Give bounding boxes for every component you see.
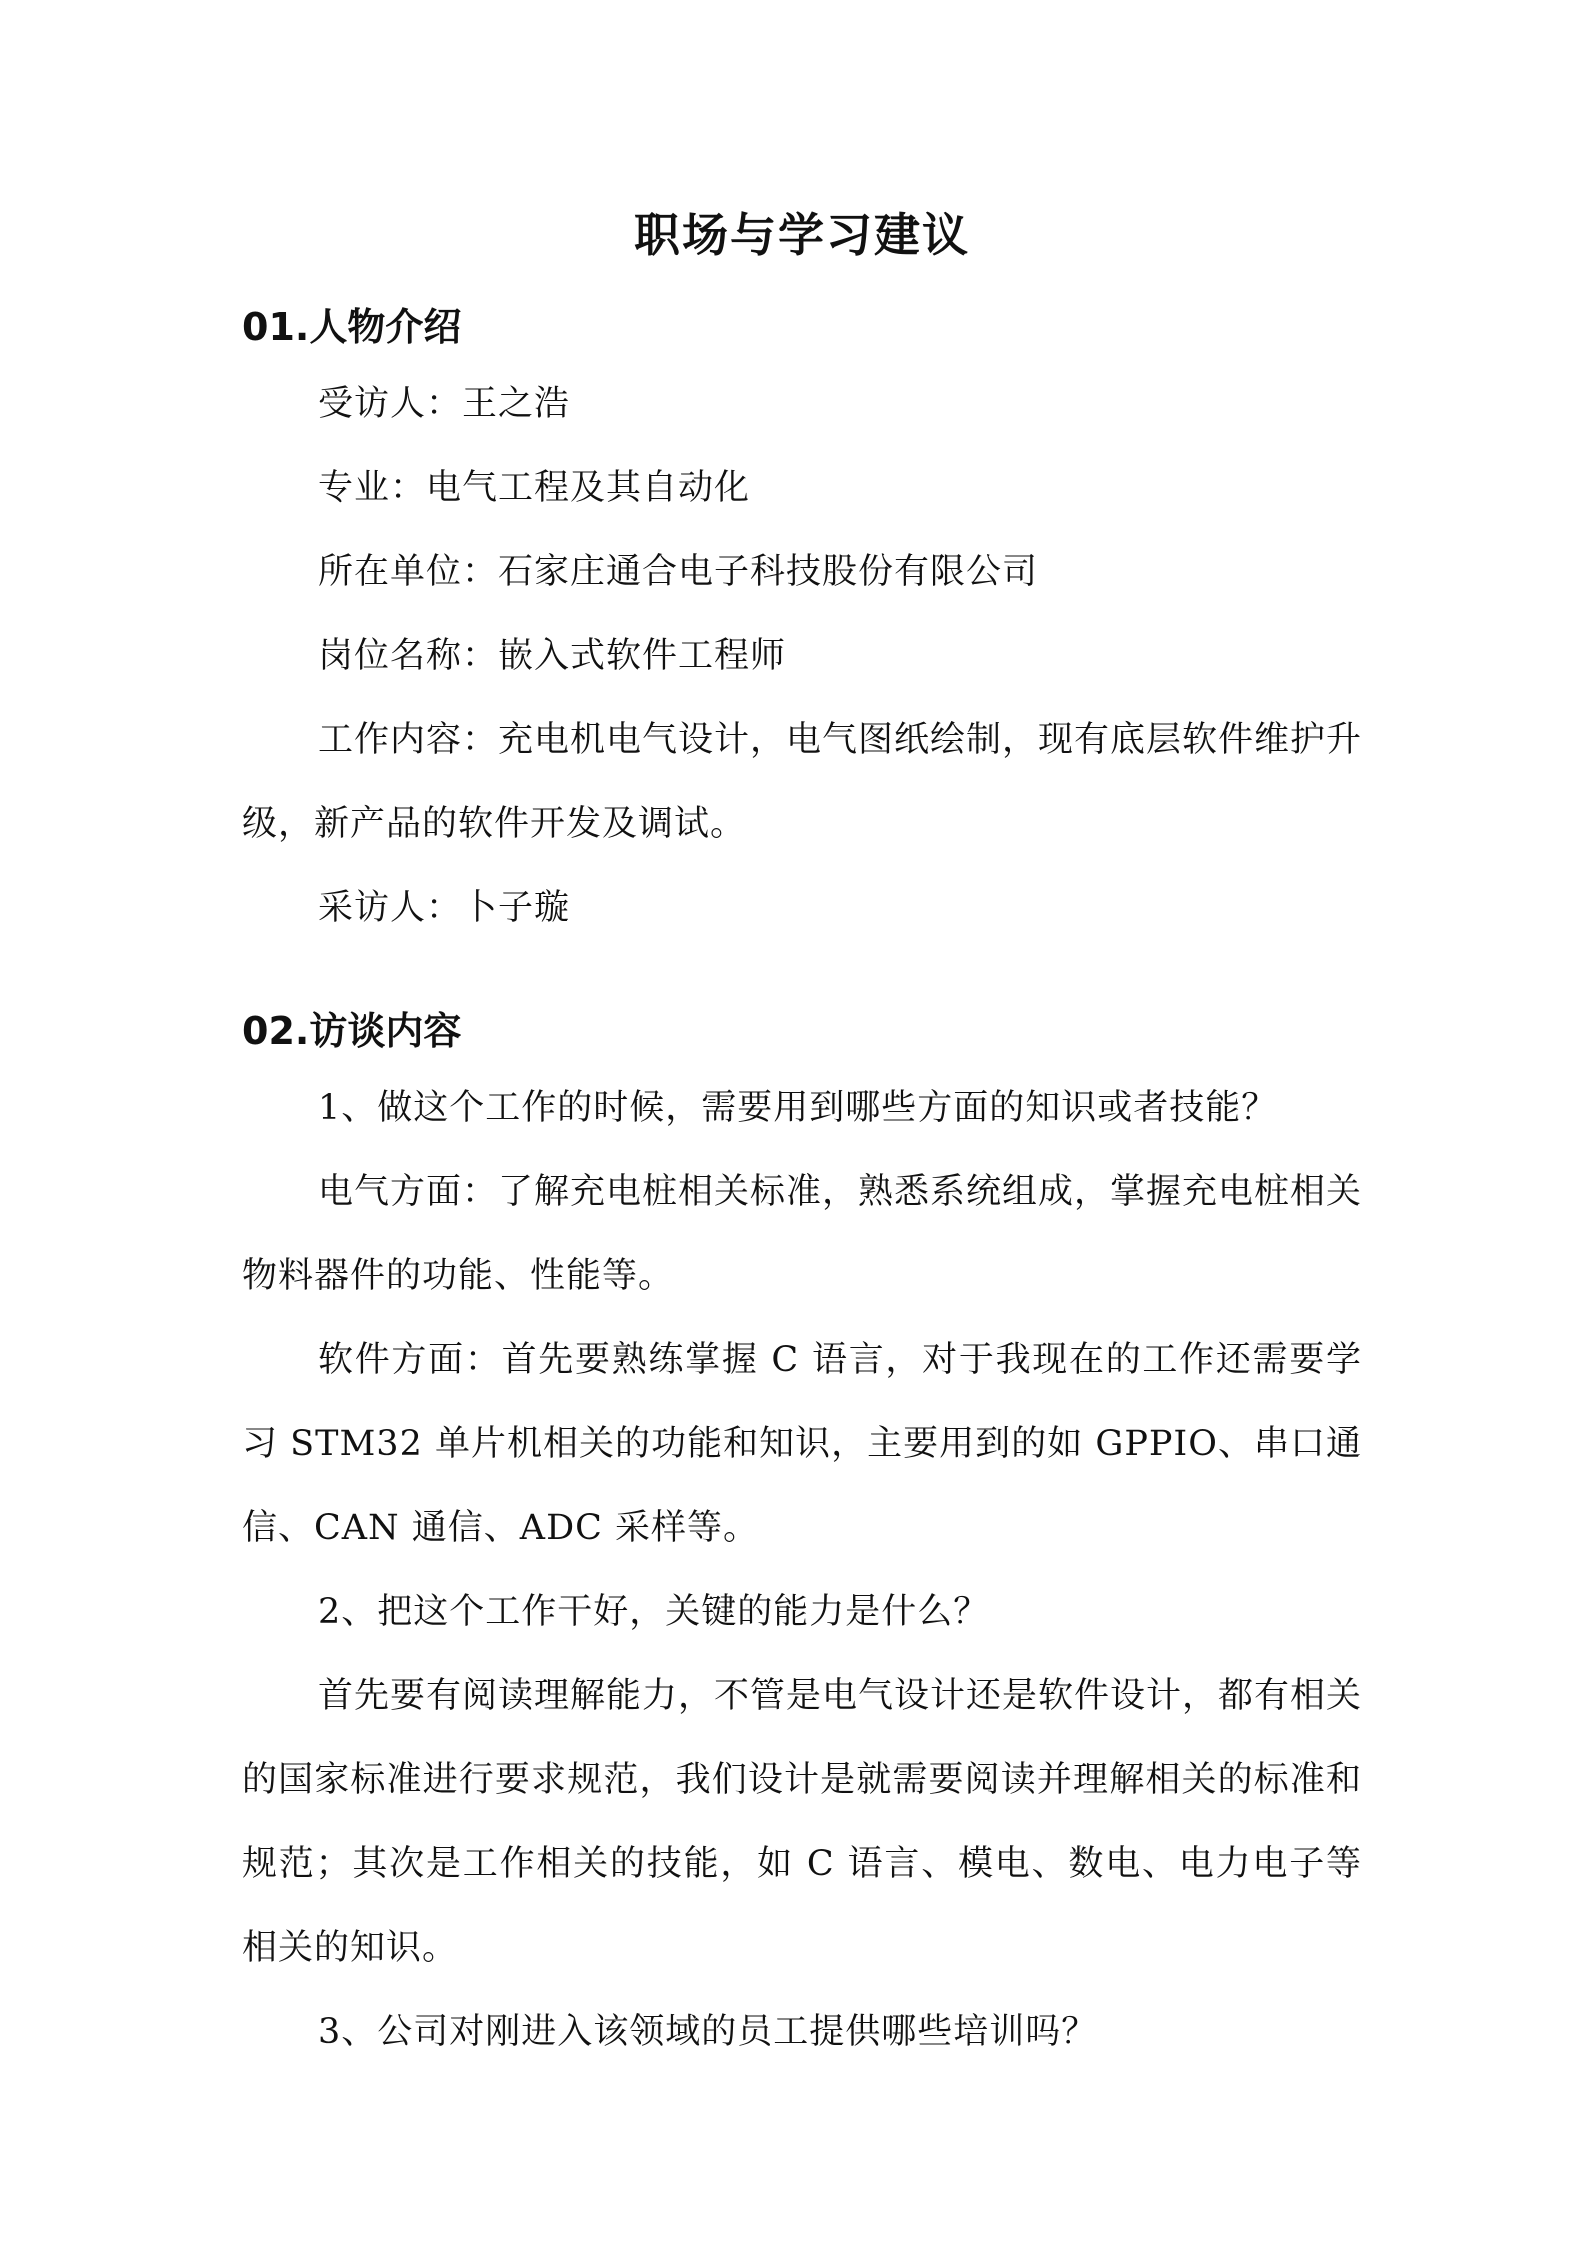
section-heading-interview: 02.访谈内容 <box>242 1009 462 1053</box>
section-spacer <box>242 950 1362 996</box>
document-body <box>242 200 1362 2074</box>
interviewee-line: 受访人：王之浩 <box>318 384 571 424</box>
interviewer-line: 采访人：卜子璇 <box>318 888 571 928</box>
page-title: 职场与学习建议 <box>634 208 970 262</box>
section-heading-profile: 01.人物介绍 <box>242 305 462 349</box>
answer-1-software: 软件方面：首先要熟练掌握 C 语言，对于我现在的工作还需要学习 STM32 单片机相关的功能和知识，主要用到的如 GPPIO、串口通信、CAN 通信、ADC 采样等。 <box>242 1340 1362 1548</box>
employer-line: 所在单位：石家庄通合电子科技股份有限公司 <box>318 552 1039 592</box>
position-line: 岗位名称：嵌入式软件工程师 <box>318 636 787 676</box>
answer-1-electrical: 电气方面：了解充电桩相关标准，熟悉系统组成，掌握充电桩相关物料器件的功能、性能等。 <box>242 1172 1363 1296</box>
major-line: 专业：电气工程及其自动化 <box>318 468 751 508</box>
question-1: 1、做这个工作的时候，需要用到哪些方面的知识或者技能？ <box>318 1088 1278 1128</box>
question-3: 3、公司对刚进入该领域的员工提供哪些培训吗？ <box>318 2012 1098 2052</box>
question-2: 2、把这个工作干好，关键的能力是什么？ <box>318 1592 990 1632</box>
answer-2: 首先要有阅读理解能力，不管是电气设计还是软件设计，都有相关的国家标准进行要求规范，我们设计是就需要阅读并理解相关的标准和规范；其次是工作相关的技能，如 C 语言、模电、数电、电力电子等相关的知识。 <box>242 1676 1363 1968</box>
job-content-paragraph: 工作内容：充电机电气设计，电气图纸绘制，现有底层软件维护升级，新产品的软件开发及调试。 <box>242 720 1363 844</box>
